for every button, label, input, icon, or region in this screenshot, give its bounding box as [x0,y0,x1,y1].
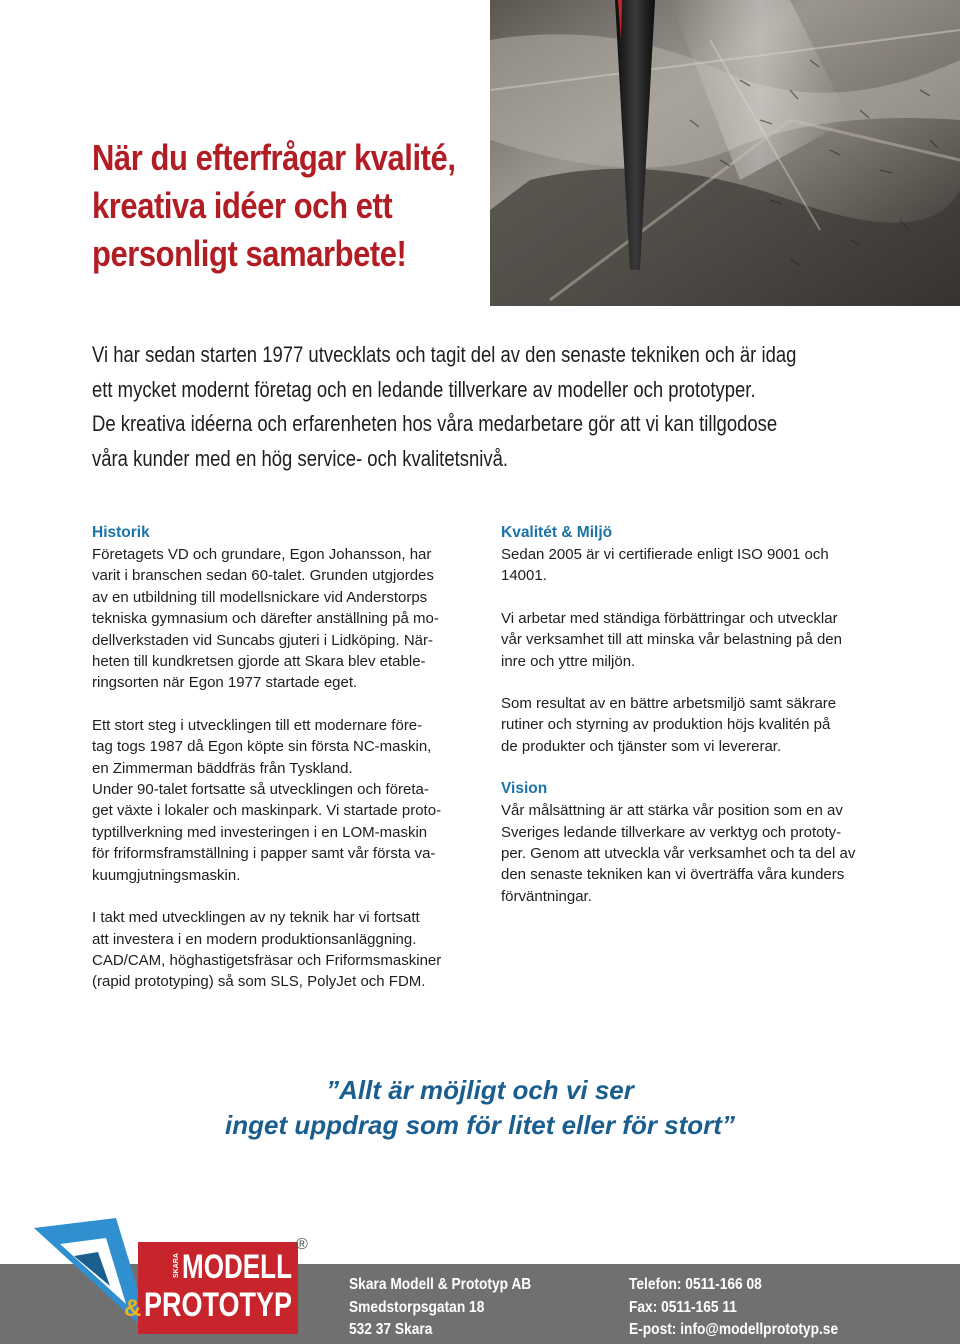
headline-line: kreativa idéer och ett [92,185,393,226]
quote-line: inget uppdrag som för litet eller för stort” [225,1110,735,1140]
logo-line-2: PROTOTYP [144,1286,292,1324]
headline [92,134,456,278]
headline-line: personligt samarbete! [92,233,407,274]
historik-section [92,522,492,993]
text-line: 14001. [501,567,547,585]
text-line: för friformsframställning i papper samt vår första va- [92,845,436,863]
text-line: vår verksamhet till att minska vår belastning på den [501,631,842,649]
address-company: Skara Modell & Prototyp AB [349,1276,532,1293]
vision-paragraph [501,800,901,907]
kvalitet-paragraph-1 [501,544,901,587]
historik-heading: Historik [92,524,150,541]
kvalitet-paragraph-2 [501,608,901,672]
text-line: inre och yttre miljön. [501,652,636,670]
text-line: Ett stort steg i utvecklingen till ett modernare före- [92,716,423,734]
text-line: Sveriges ledande tillverkare av verktyg och prototy- [501,823,842,841]
text-line: Under 90-talet fortsatte så utvecklingen och företa- [92,781,429,799]
headline-line: När du efterfrågar kvalité, [92,137,456,178]
kvalitet-heading: Kvalitét & Miljö [501,524,613,541]
text-line: I takt med utvecklingen av ny teknik har vi fortsatt [92,909,420,927]
intro-paragraph [92,338,873,476]
text-line: Vår målsättning är att stärka vår position som en av [501,802,843,820]
intro-line: ett mycket modernt företag och en ledande tillverkare av modeller och prototyper. [92,376,756,402]
text-line: Vi arbetar med ständiga förbättringar och utvecklar [501,609,838,627]
intro-line: De kreativa idéerna och erfarenheten hos våra medarbetare gör att vi kan tillgodose [92,411,778,436]
historik-paragraph-1 [92,544,492,694]
machining-photo [490,0,960,306]
address-block [349,1274,531,1342]
vision-heading: Vision [501,780,548,798]
historik-paragraph-2 [92,715,492,886]
text-line: en Zimmerman bäddfräs från Tyskland. [92,759,353,777]
text-line: att investera i en modern produktionsanläggning. [92,930,417,948]
contact-fax: Fax: 0511-165 11 [629,1298,737,1316]
logo-small-text: SKARA [173,1253,180,1278]
contact-phone: Telefon: 0511-166 08 [629,1276,762,1293]
logo-line-1: MODELL [182,1248,292,1286]
quote-line: ”Allt är möjligt och vi ser [326,1075,634,1105]
kvalitet-paragraph-3 [501,693,901,757]
historik-paragraph-3 [92,907,492,993]
address-street: Smedstorpsgatan 18 [349,1298,485,1316]
text-line: den senaste tekniken kan vi överträffa våra kunders [501,866,845,884]
text-line: tag togs 1987 då Egon köpte sin första NC-maskin, [92,738,432,756]
intro-line: våra kunder med en hög service- och kvalitetsnivå. [92,445,509,471]
text-line: kuumgjutningsmaskin. [92,866,241,884]
text-line: varit i branschen sedan 60-talet. Grunden utgjordes [92,567,434,585]
address-city: 532 37 Skara [349,1321,433,1338]
text-line: (rapid prototyping) så som SLS, PolyJet och FDM. [92,973,426,991]
text-line: förväntningar. [501,887,592,905]
text-line: typtillverkning med investeringen i en LOM-maskin [92,823,428,841]
text-line: rutiner och styrning av produktion höjs kvalitén på [501,716,831,734]
text-line: CAD/CAM, höghastigetsfräsar och Friformsmaskiner [92,951,442,969]
text-line: Som resultat av en bättre arbetsmiljö samt säkrare [501,695,837,713]
text-line: Sedan 2005 är vi certifierade enligt ISO 9001 och [501,546,829,563]
text-line: per. Genom att utveckla vår verksamhet och ta del av [501,845,856,863]
text-line: get växte i lokaler och maskinpark. Vi startade proto- [92,802,442,820]
text-line: dellverkstaden vid Suncabs gjuteri i Lidköping. När- [92,631,434,649]
contact-email[interactable]: E-post: info@modellprototyp.se [629,1321,839,1338]
text-line: av en utbildning till modellsnickare vid Anderstorps [92,588,428,606]
intro-line: Vi har sedan starten 1977 utvecklats och tagit del av den senaste tekniken och är idag [92,342,797,367]
kvalitet-section [501,522,901,907]
text-line: de produkter och tjänster som vi levererar. [501,737,782,755]
company-logo [30,1216,330,1344]
registered-mark: ® [296,1236,308,1253]
contact-block [629,1274,838,1342]
text-line: Företagets VD och grundare, Egon Johansson, har [92,546,432,563]
logo-ampersand: & [124,1295,142,1322]
text-line: tekniska gymnasium och därefter anställning på mo- [92,610,439,628]
slogan-quote [0,1073,960,1143]
text-line: heten till kundkretsen gjorde att Skara blev etable- [92,653,426,671]
text-line: ringsorten när Egon 1977 startade eget. [92,674,358,692]
